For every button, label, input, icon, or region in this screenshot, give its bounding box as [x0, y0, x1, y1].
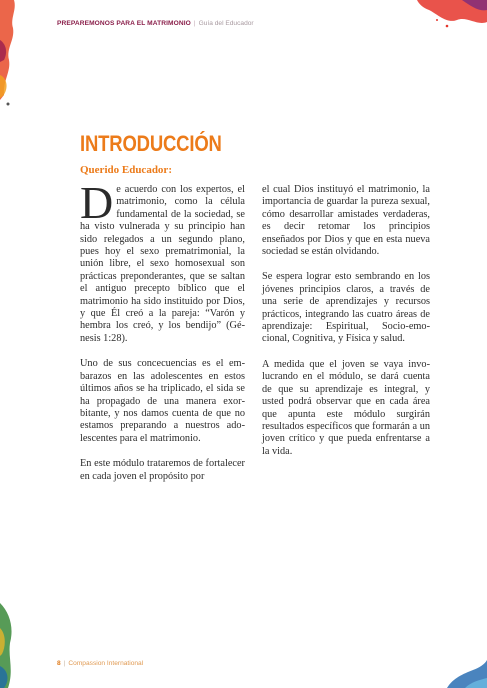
page-title: INTRODUCCIÓN: [80, 131, 222, 156]
drop-cap: D: [80, 177, 114, 228]
paragraph: el cual Dios instituyó el matrimonio, la importancia de guardar la pureza sexual, cómo desarrollar amistades verdaderas, es decir retomar los principios enseñados por Dios y que en esta nueva sociedad se están olvidando.: [262, 184, 430, 258]
paragraph: Se espera lograr esto sembrando en los jóvenes principios claros, a través de una serie de aprendizajes y recursos prácticos, integrando las cuatro áreas de aprendizaje: Espiritual, Socio-emocional, Cognitiva, y Física y salud.: [262, 271, 430, 345]
right-column: [262, 184, 430, 458]
paragraph: [80, 177, 245, 345]
paint-splash-bottom-right: [427, 656, 487, 688]
header-subtitle: Guía del Educador: [198, 20, 254, 27]
footer-organization: Compassion International: [68, 660, 144, 667]
paint-splash-top-right: [407, 0, 487, 40]
left-column: [80, 177, 245, 483]
paragraph: En este módulo trataremos de fortalecer en cada joven el propósito por: [80, 458, 245, 482]
running-header: [57, 20, 254, 27]
paragraph: Uno de sus concecuencias es el embarazos en las adolescentes en estos últimos años se ha triplicado, el sida se ha propagado de una manera exorbitante, y nos damos cuenta de que no estamos preparando a nuestros adolescentes para el matrimonio.: [80, 358, 245, 444]
paint-splash-top-left: [0, 0, 30, 110]
greeting: Querido Educador:: [80, 164, 172, 176]
paint-splash-bottom-left: [0, 598, 24, 688]
paragraph: A medida que el joven se vaya involucrando en el módulo, se dará cuenta de que su aprendizaje es integral, y usted podrá observar que en cada área que apunta este módulo surgirán resultados específicos que formarán a un joven crítico y que pueda enfrentarse a la vida.: [262, 358, 430, 457]
paragraph-text: e acuerdo con los expertos, el matrimonio, como la célula fundamental de la sociedad, se ha visto vulnerada y su principio han sido relegados a un segundo plano, pues hoy el sexo prematrimonial, la unión libre, el sexo homosexual son prácticas preponderantes, que se saltan el antiguo precepto bíblico que el matrimonio ha sido instituido por Dios, y que Él creó a la pareja: “Varón y hembra los creó, y los bendijo” (Génesis 1:28).: [80, 184, 245, 344]
footer-separator: |: [63, 660, 66, 667]
page-number: 8: [57, 660, 61, 667]
header-separator: |: [193, 20, 196, 27]
header-brand: PREPAREMONOS PARA EL MATRIMONIO: [57, 20, 191, 27]
page-footer: [57, 660, 143, 667]
